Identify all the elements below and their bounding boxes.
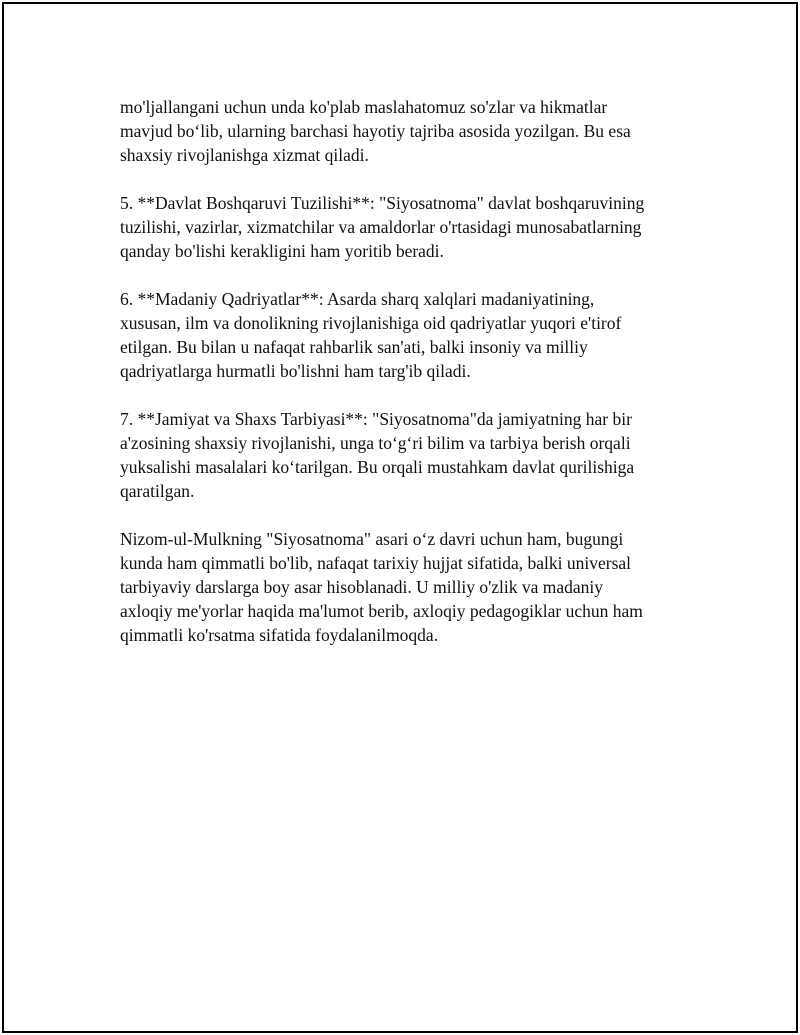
document-page <box>2 2 798 1033</box>
paragraph-point-6: 6. **Madaniy Qadriyatlar**: Asarda sharq xalqlari madaniyatining, xususan, ilm va donolikning rivojlanishiga oid qadriyatlar yuqori e'tirof etilgan. Bu bilan u nafaqat rahbarlik san'ati, balki insoniy va milliy qadriyatlarga hurmatli bo'lishni ham targ'ib qiladi. <box>120 289 622 381</box>
paragraph-intro-continuation: mo'ljallangani uchun unda ko'plab maslahatomuz so'zlar va hikmatlar mavjud bo‘lib, ularning barchasi hayotiy tajriba asosida yozilgan. Bu esa shaxsiy rivojlanishga xizmat qiladi. <box>120 97 631 165</box>
paragraph-conclusion: Nizom-ul-Mulkning "Siyosatnoma" asari o‘z davri uchun ham, bugungi kunda ham qimmatli bo'lib, nafaqat tarixiy hujjat sifatida, balki universal tarbiyaviy darslarga boy asar hisoblanadi. U milliy o'zlik va madaniy axloqiy me'yorlar haqida ma'lumot berib, axloqiy pedagogiklar uchun ham qimmatli ko'rsatma sifatida foydalanilmoqda. <box>120 529 643 645</box>
paragraph-point-5: 5. **Davlat Boshqaruvi Tuzilishi**: "Siyosatnoma" davlat boshqaruvining tuzilishi, vazirlar, xizmatchilar va amaldorlar o'rtasidagi munosabatlarning qanday bo'lishi kerakligini ham yoritib beradi. <box>120 193 645 261</box>
paragraph-point-7: 7. **Jamiyat va Shaxs Tarbiyasi**: "Siyosatnoma"da jamiyatning har bir a'zosining shaxsiy rivojlanishi, unga to‘g‘ri bilim va tarbiya berish orqali yuksalishi masalalari ko‘tarilgan. Bu orqali mustahkam davlat qurilishiga qaratilgan. <box>120 409 635 501</box>
document-body <box>120 95 680 671</box>
